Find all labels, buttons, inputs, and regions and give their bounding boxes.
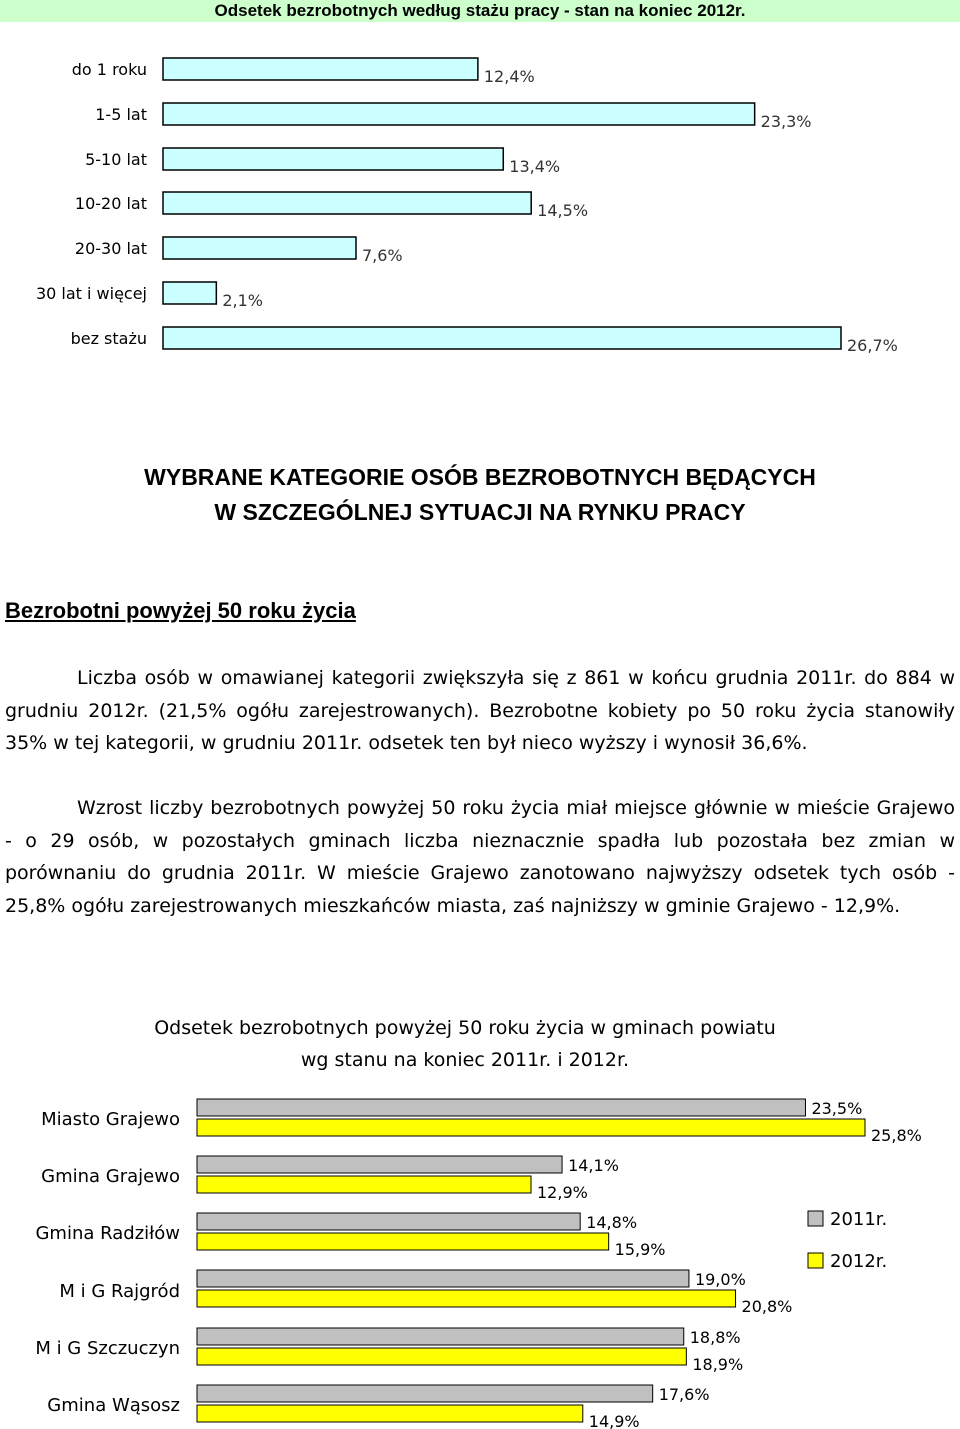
chart1-title: Odsetek bezrobotnych według stażu pracy - stan na koniec 2012r. <box>205 1 756 20</box>
chart2-title-line1: Odsetek bezrobotnych powyżej 50 roku życia w gminach powiatu <box>154 1017 776 1039</box>
chart1-value-label: 13,4% <box>509 157 561 176</box>
chart2-title-line2: wg stanu na koniec 2011r. i 2012r. <box>300 1049 630 1071</box>
chart2-bar-2011 <box>197 1385 653 1402</box>
subheading-over-50: Bezrobotni powyżej 50 roku życia <box>5 598 356 623</box>
chart1-category-label: 30 lat i więcej <box>35 284 147 303</box>
chart2-bar-2012 <box>197 1290 736 1307</box>
legend-2012-label: 2012r. <box>830 1251 888 1272</box>
chart2-value-label-2012: 14,9% <box>588 1412 640 1429</box>
chart2-bar-2011 <box>197 1328 684 1345</box>
chart1-value-label: 23,3% <box>760 112 812 131</box>
chart2-bar-2011 <box>197 1213 580 1230</box>
chart2-value-label-2011: 19,0% <box>694 1270 746 1289</box>
chart2-value-label-2012: 25,8% <box>871 1126 922 1145</box>
chart2-value-label-2012: 15,9% <box>614 1240 666 1259</box>
chart2-value-label-2011: 18,8% <box>689 1328 741 1347</box>
chart1-value-label: 14,5% <box>537 201 589 220</box>
paragraph-1: Liczba osób w omawianej kategorii zwiększyła się z 861 w końcu grudnia 2011r. do 884 w grudniu 2012r. (21,5% ogółu zarejestrowanych). Bezrobotne kobiety po 50 roku życia stanowiły 35% w tej kategorii, w grudniu 2011r. odsetek ten był nieco wyższy i wynosił 36,6%. <box>5 667 955 754</box>
chart1-category-label: bez stażu <box>70 329 147 348</box>
chart2-bar-2012 <box>197 1233 609 1250</box>
chart2-category-label: Gmina Grajewo <box>41 1166 180 1187</box>
chart2-value-label-2012: 18,9% <box>692 1355 744 1374</box>
section-heading-line2: W SZCZEGÓLNEJ SYTUACJI NA RYNKU PRACY <box>214 499 746 525</box>
chart2-bar-2012 <box>197 1405 583 1422</box>
section-heading-line1: WYBRANE KATEGORIE OSÓB BEZROBOTNYCH BĘDĄCYCH <box>144 464 816 490</box>
chart2-bar-2012 <box>197 1119 865 1136</box>
chart1-category-label: do 1 roku <box>71 60 147 79</box>
chart2-category-label: M i G Szczuczyn <box>35 1338 180 1359</box>
chart1-category-label: 1-5 lat <box>95 105 147 124</box>
chart2-value-label-2011: 14,8% <box>586 1213 638 1232</box>
chart2-bar-2012 <box>197 1176 531 1193</box>
chart2-value-label-2012: 20,8% <box>741 1297 793 1316</box>
chart2-bar-2012 <box>197 1348 686 1365</box>
chart2-category-label: Gmina Radziłów <box>35 1223 180 1244</box>
chart1-category-label: 10-20 lat <box>74 194 147 213</box>
legend-2011-label: 2011r. <box>830 1209 888 1230</box>
legend-2012-swatch <box>808 1253 823 1268</box>
legend-2011-swatch <box>808 1211 823 1226</box>
chart2-value-label-2011: 23,5% <box>811 1099 863 1118</box>
chart2-value-label-2011: 17,6% <box>658 1385 710 1404</box>
chart1-category-label: 20-30 lat <box>74 239 147 258</box>
chart2-value-label-2011: 14,1% <box>568 1156 619 1175</box>
chart2-category-label: M i G Rajgród <box>59 1281 180 1302</box>
chart2-bar-2011 <box>197 1270 689 1287</box>
chart2-category-label: Gmina Wąsosz <box>47 1395 180 1416</box>
chart1-value-label: 7,6% <box>361 246 403 265</box>
chart2-bar-2011 <box>197 1156 562 1173</box>
chart2-bar-2011 <box>197 1099 805 1116</box>
chart1-value-label: 2,1% <box>222 291 263 310</box>
paragraph-2: Wzrost liczby bezrobotnych powyżej 50 roku życia miał miejsce głównie w mieście Grajewo - o 29 osób, w pozostałych gminach liczba nieznacznie spadła lub pozostała bez zmian w porównaniu do grudnia 2011r. W mieście Grajewo zanotowano najwyższy odsetek tych osób - 25,8% ogółu zarejestrowanych mieszkańców miasta, zaś najniższy w gminie Grajewo - 12,9%. <box>5 797 955 917</box>
chart2-value-label-2012: 12,9% <box>537 1183 588 1202</box>
chart1-value-label: 26,7% <box>847 336 898 355</box>
chart1-category-label: 5-10 lat <box>85 150 147 169</box>
chart2-category-label: Miasto Grajewo <box>41 1109 180 1130</box>
chart1-value-label: 12,4% <box>483 67 535 86</box>
